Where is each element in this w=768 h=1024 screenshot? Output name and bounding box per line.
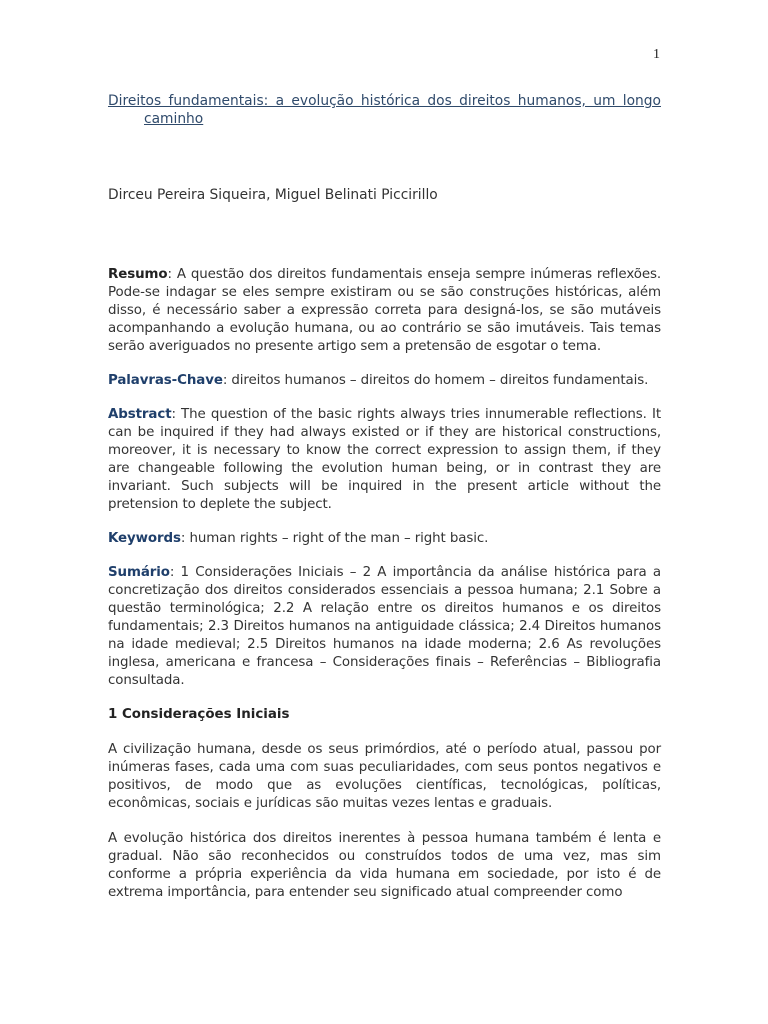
- page-number: 1: [653, 47, 660, 62]
- article-title[interactable]: Direitos fundamentais: a evolução histórica dos direitos humanos, um longo caminho: [108, 93, 661, 127]
- keywords-text: : human rights – right of the man – right basic.: [180, 531, 489, 546]
- sumario-paragraph: [108, 564, 661, 690]
- resumo-label: Resumo: [108, 267, 168, 282]
- abstract-label: Abstract: [108, 407, 172, 422]
- palavras-chave-paragraph: [108, 372, 661, 390]
- keywords-paragraph: [108, 530, 661, 548]
- document-content: [108, 92, 661, 902]
- sumario-text: : 1 Considerações Iniciais – 2 A importância da análise histórica para a concretização dos direitos considerados essenciais a pessoa humana; 2.1 Sobre a questão terminológica; 2.2 A relação entre os direitos humanos e os direitos fundamentais; 2.3 Direitos humanos na antiguidade clássica; 2.4 Direitos humanos na idade medieval; 2.5 Direitos humanos na idade moderna; 2.6 As revoluções inglesa, americana e francesa – Considerações finais – Referências – Bibliografia consultada.: [108, 565, 661, 688]
- resumo-paragraph: [108, 266, 661, 356]
- abstract-paragraph: [108, 406, 661, 514]
- palavras-chave-text: : direitos humanos – direitos do homem – direitos fundamentais.: [222, 373, 649, 388]
- body-paragraph-2: A evolução histórica dos direitos inerentes à pessoa humana também é lenta e gradual. Não são reconhecidos ou construídos todos de uma vez, mas sim conforme a própria experiência da vida humana em sociedade, por isto é de extrema importância, para entender seu significado atual compreender como: [108, 831, 661, 900]
- resumo-text: : A questão dos direitos fundamentais enseja sempre inúmeras reflexões. Pode-se indagar se eles sempre existiram ou se são construções históricas, além disso, é necessário saber a expressão correta para designá-los, se são mutáveis acompanhando a evolução humana, ou ao contrário se são imutáveis. Tais temas serão averiguados no presente artigo sem a pretensão de esgotar o tema.: [108, 267, 661, 354]
- abstract-text: : The question of the basic rights always tries innumerable reflections. It can be inquired if they had always existed or if they are historical constructions, moreover, it is necessary to know the correct expression to assign them, if they are changeable following the evolution human being, or in contrast they are invariant. Such subjects will be inquired in the present article without the pretension to deplete the subject.: [108, 407, 661, 512]
- sumario-label: Sumário: [108, 565, 170, 580]
- section-heading: 1 Considerações Iniciais: [108, 707, 290, 722]
- keywords-label: Keywords: [108, 531, 181, 546]
- body-paragraph-1: A civilização humana, desde os seus primórdios, até o período atual, passou por inúmeras fases, cada uma com suas peculiaridades, com seus pontos negativos e positivos, de modo que as evoluções científicas, tecnológicas, políticas, econômicas, sociais e jurídicas são muitas vezes lentas e graduais.: [108, 742, 661, 811]
- palavras-chave-label: Palavras-Chave: [108, 373, 223, 388]
- authors: Dirceu Pereira Siqueira, Miguel Belinati Piccirillo: [108, 187, 438, 203]
